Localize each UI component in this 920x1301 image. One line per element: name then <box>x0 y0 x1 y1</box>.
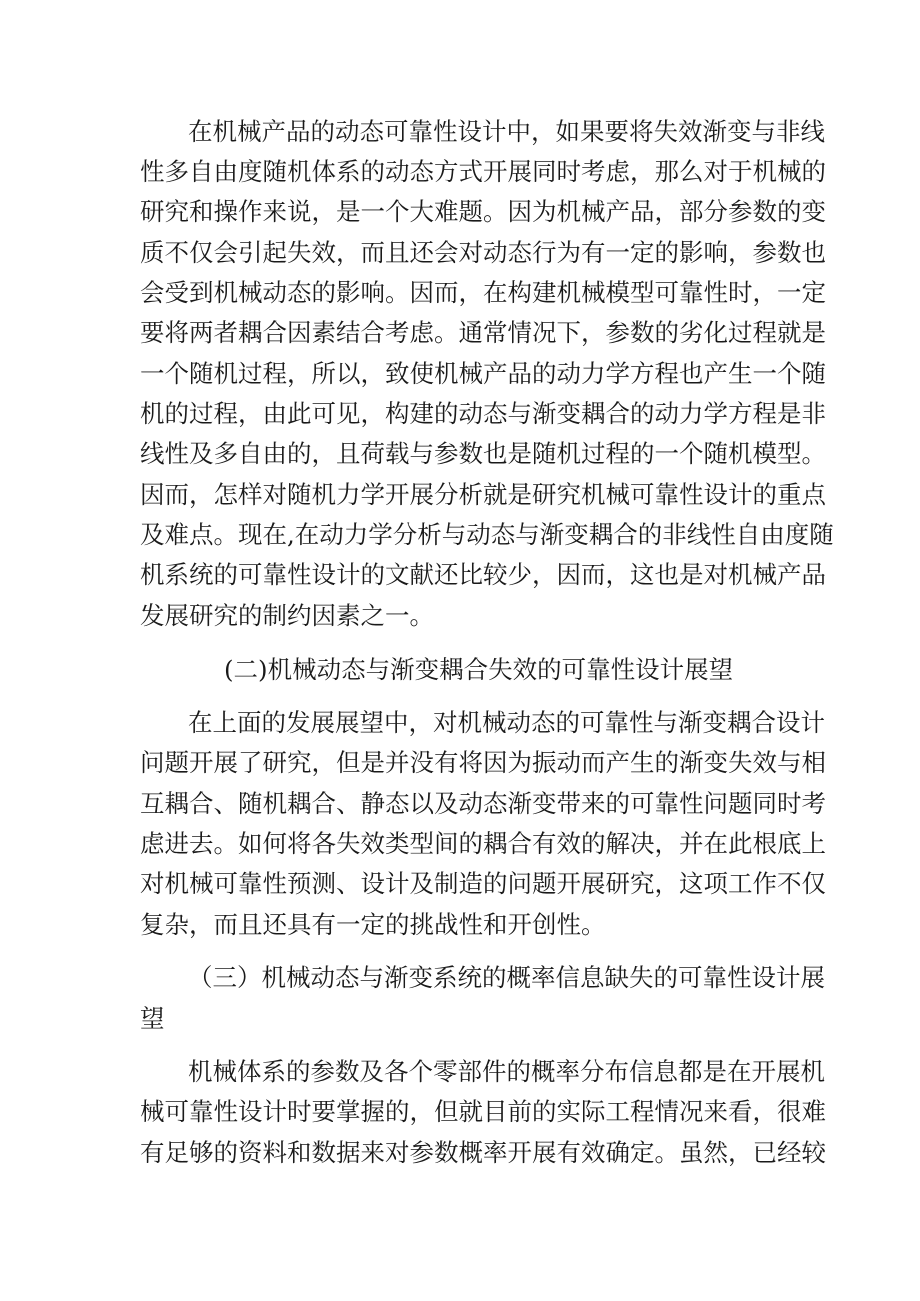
paragraph-1-line-8: 机的过程，由此可见，构建的动态与渐变耦合的动力学方程是非 <box>140 399 826 428</box>
section-heading-3-line-1: （三）机械动态与渐变系统的概率信息缺失的可靠性设计展 <box>188 963 825 992</box>
paragraph-2-line-2: 问题开展了研究，但是并没有将因为振动而产生的渐变失效与相 <box>140 748 826 777</box>
paragraph-1-line-3: 研究和操作来说，是一个大难题。因为机械产品，部分参数的变 <box>140 197 826 226</box>
paragraph-3-line-2: 械可靠性设计时要掌握的，但就目前的实际工程情况来看，很难 <box>140 1097 826 1126</box>
paragraph-2-line-4: 虑进去。如何将各失效类型间的耦合有效的解决，并在此根底上 <box>140 829 826 858</box>
paragraph-2-line-3: 互耦合、随机耦合、静态以及动态渐变带来的可靠性问题同时考 <box>140 789 826 818</box>
paragraph-1-line-5: 会受到机械动态的影响。因而，在构建机械模型可靠性时，一定 <box>140 278 826 307</box>
paragraph-1-line-1: 在机械产品的动态可靠性设计中，如果要将失效渐变与非线 <box>188 117 825 146</box>
paragraph-1-line-11: 及难点。现在,在动力学分析与动态与渐变耦合的非线性自由度随 <box>140 520 834 549</box>
paragraph-1-line-4: 质不仅会引起失效，而且还会对动态行为有一定的影响，参数也 <box>140 238 826 267</box>
section-heading-3-line-2: 望 <box>140 1004 165 1033</box>
paragraph-3-line-1: 机械体系的参数及各个零部件的概率分布信息都是在开展机 <box>188 1057 825 1086</box>
paragraph-1-line-9: 线性及多自由的，且荷载与参数也是随机过程的一个随机模型。 <box>140 439 826 468</box>
paragraph-1-line-10: 因而，怎样对随机力学开展分析就是研究机械可靠性设计的重点 <box>140 480 826 509</box>
section-heading-2: (二)机械动态与渐变耦合失效的可靠性设计展望 <box>224 655 734 684</box>
paragraph-1-line-13: 发展研究的制约因素之一。 <box>140 601 434 630</box>
paragraph-3-line-3: 有足够的资料和数据来对参数概率开展有效确定。虽然，已经较 <box>140 1138 826 1167</box>
paragraph-1-line-2: 性多自由度随机体系的动态方式开展同时考虑，那么对于机械的 <box>140 157 826 186</box>
paragraph-2-line-5: 对机械可靠性预测、设计及制造的问题开展研究，这项工作不仅 <box>140 869 826 898</box>
paragraph-1-line-7: 一个随机过程，所以，致使机械产品的动力学方程也产生一个随 <box>140 359 826 388</box>
paragraph-1-line-12: 机系统的可靠性设计的文献还比较少，因而，这也是对机械产品 <box>140 560 826 589</box>
paragraph-2-line-1: 在上面的发展展望中，对机械动态的可靠性与渐变耦合设计 <box>188 708 825 737</box>
paragraph-1-line-6: 要将两者耦合因素结合考虑。通常情况下，参数的劣化过程就是 <box>140 318 826 347</box>
paragraph-2-line-6: 复杂，而且还具有一定的挑战性和开创性。 <box>140 910 606 939</box>
